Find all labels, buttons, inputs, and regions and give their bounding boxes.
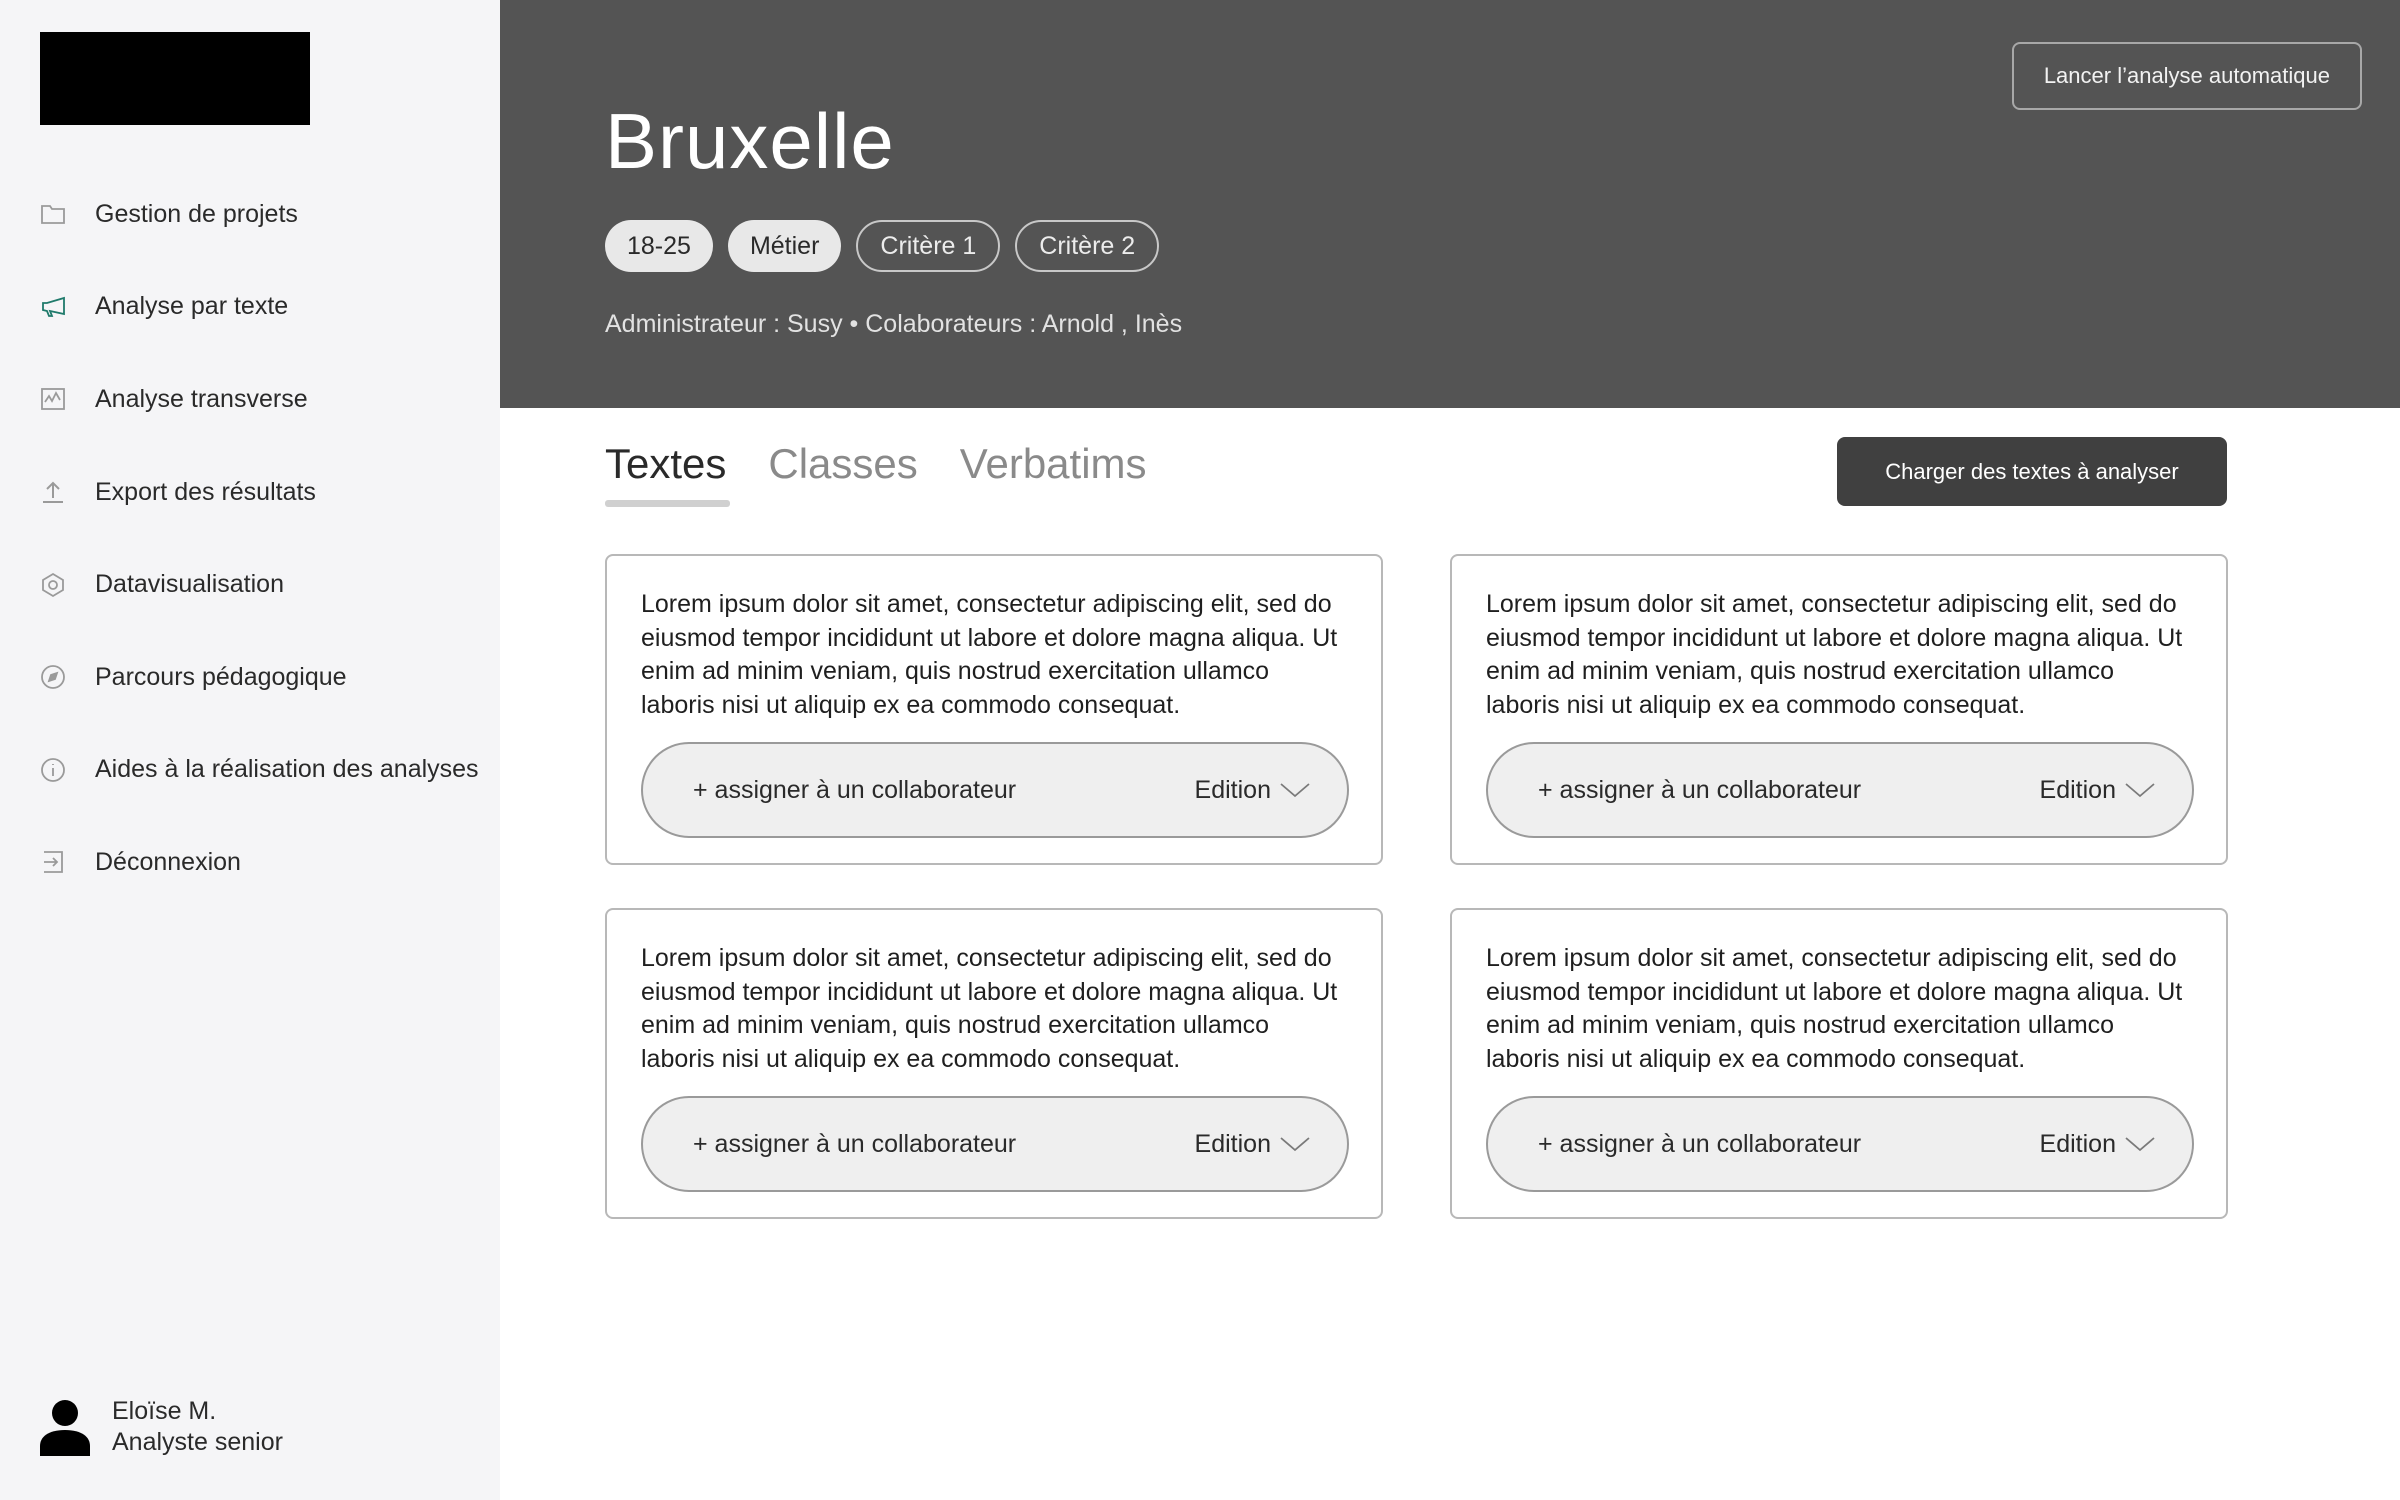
- chevron-down-icon: [2124, 780, 2156, 800]
- hexagon-icon: [38, 570, 68, 600]
- text-card: [605, 554, 1383, 865]
- sidebar-item-label: Datavisualisation: [95, 570, 284, 599]
- project-members: Administrateur : Susy • Colaborateurs : Arnold , Inès: [605, 310, 1183, 338]
- criteria-chips: [605, 220, 1174, 272]
- card-action-bar: [641, 742, 1349, 838]
- sidebar-item-gestion-projets[interactable]: [0, 168, 500, 261]
- logout-icon: [38, 847, 68, 877]
- user-avatar-icon: [38, 1398, 92, 1456]
- chevron-down-icon: [2124, 1134, 2156, 1154]
- edition-label: Edition: [2039, 775, 2116, 804]
- sidebar-item-analyse-texte[interactable]: [0, 261, 500, 354]
- edition-dropdown[interactable]: [1195, 776, 1311, 805]
- chip-critere-2[interactable]: Critère 2: [1015, 220, 1159, 272]
- edition-dropdown[interactable]: [2040, 776, 2156, 805]
- card-text: Lorem ipsum dolor sit amet, consectetur adipiscing elit, sed do eiusmod tempor incididunt ut labore et dolore magna aliqua. Ut enim ad minim veniam, quis nostrud exercitation ullamco laboris nisi ut aliquip ex ea commodo consequat.: [641, 590, 1338, 719]
- text-card: [1450, 554, 2228, 865]
- user-role: Analyste senior: [112, 1428, 283, 1456]
- sidebar-item-analyse-transverse[interactable]: [0, 353, 500, 446]
- text-card: [1450, 908, 2228, 1219]
- logo[interactable]: [40, 32, 310, 125]
- user-name: Eloïse M.: [112, 1397, 217, 1425]
- info-icon: [38, 755, 68, 785]
- edition-label: Edition: [2039, 1129, 2116, 1158]
- project-header: [500, 0, 2400, 408]
- sidebar: [0, 0, 500, 1500]
- content-tabs: [605, 440, 1189, 510]
- edition-dropdown[interactable]: [1195, 1130, 1311, 1159]
- card-action-bar: [1486, 742, 2194, 838]
- chip-critere-1[interactable]: Critère 1: [856, 220, 1000, 272]
- upload-icon: [38, 477, 68, 507]
- sidebar-item-label: Gestion de projets: [95, 199, 298, 228]
- sidebar-item-label: Export des résultats: [95, 477, 316, 506]
- chevron-down-icon: [1279, 780, 1311, 800]
- assign-collaborator-button[interactable]: + assigner à un collaborateur: [693, 775, 1017, 804]
- edition-label: Edition: [1194, 775, 1271, 804]
- sidebar-item-label: Déconnexion: [95, 847, 241, 876]
- card-action-bar: [1486, 1096, 2194, 1192]
- sidebar-item-parcours[interactable]: [0, 631, 500, 724]
- edition-label: Edition: [1194, 1129, 1271, 1158]
- assign-collaborator-button[interactable]: + assigner à un collaborateur: [693, 1129, 1017, 1158]
- card-text: Lorem ipsum dolor sit amet, consectetur adipiscing elit, sed do eiusmod tempor incididunt ut labore et dolore magna aliqua. Ut enim ad minim veniam, quis nostrud exercitation ullamco laboris nisi ut aliquip ex ea commodo consequat.: [1486, 590, 2183, 719]
- folder-icon: [38, 199, 68, 229]
- chart-icon: [38, 384, 68, 414]
- compass-icon: [38, 662, 68, 692]
- edition-dropdown[interactable]: [2040, 1130, 2156, 1159]
- tab-verbatims[interactable]: Verbatims: [959, 440, 1147, 487]
- assign-collaborator-button[interactable]: + assigner à un collaborateur: [1538, 775, 1862, 804]
- sidebar-item-label: Parcours pédagogique: [95, 662, 347, 691]
- card-action-bar: [641, 1096, 1349, 1192]
- sidebar-item-label: Analyse par texte: [95, 292, 289, 321]
- megaphone-icon: [38, 292, 68, 322]
- card-text: Lorem ipsum dolor sit amet, consectetur adipiscing elit, sed do eiusmod tempor incididunt ut labore et dolore magna aliqua. Ut enim ad minim veniam, quis nostrud exercitation ullamco laboris nisi ut aliquip ex ea commodo consequat.: [641, 944, 1338, 1073]
- sidebar-item-export[interactable]: [0, 446, 500, 539]
- page-title: Bruxelle: [605, 97, 895, 185]
- assign-collaborator-button[interactable]: + assigner à un collaborateur: [1538, 1129, 1862, 1158]
- tab-textes[interactable]: Textes: [605, 440, 726, 510]
- sidebar-item-datavisualisation[interactable]: [0, 538, 500, 631]
- sidebar-item-aides[interactable]: [0, 724, 500, 817]
- chevron-down-icon: [1279, 1134, 1311, 1154]
- tab-classes[interactable]: Classes: [768, 440, 918, 487]
- user-profile[interactable]: [38, 1396, 283, 1458]
- launch-auto-analysis-button[interactable]: Lancer l’analyse automatique: [2012, 42, 2362, 110]
- sidebar-item-label: Analyse transverse: [95, 384, 308, 413]
- text-card: [605, 908, 1383, 1219]
- sidebar-item-deconnexion[interactable]: [0, 816, 500, 909]
- card-text: Lorem ipsum dolor sit amet, consectetur adipiscing elit, sed do eiusmod tempor incididunt ut labore et dolore magna aliqua. Ut enim ad minim veniam, quis nostrud exercitation ullamco laboris nisi ut aliquip ex ea commodo consequat.: [1486, 944, 2183, 1073]
- chip-age[interactable]: 18-25: [605, 220, 713, 272]
- load-texts-button[interactable]: Charger des textes à analyser: [1837, 437, 2227, 506]
- sidebar-nav: [0, 168, 500, 909]
- sidebar-item-label: Aides à la réalisation des analyses: [95, 755, 479, 784]
- chip-metier[interactable]: Métier: [728, 220, 841, 272]
